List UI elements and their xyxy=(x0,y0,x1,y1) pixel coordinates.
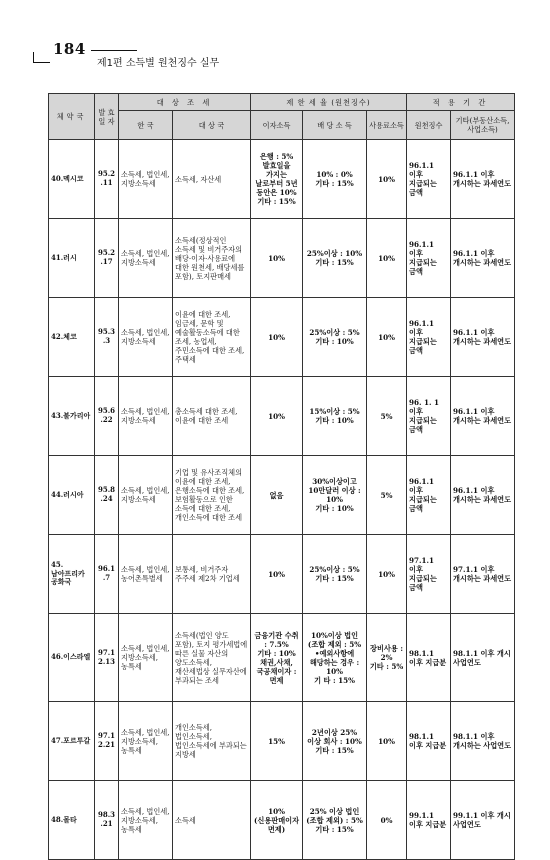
date: 95.2.17 xyxy=(95,219,119,298)
country: 42.체코 xyxy=(49,298,95,377)
cell-other: 98.1.1 이후 개시하는 사업연도 xyxy=(451,702,515,781)
date: 97.12.21 xyxy=(95,702,119,781)
date: 96.1.7 xyxy=(95,535,119,614)
country: 46.이스라엘 xyxy=(49,614,95,702)
header-taxes-group: 대 상 조 세 xyxy=(119,94,251,111)
table-row xyxy=(49,298,515,377)
cell-other: 96.1.1 이후 개시하는 과세연도 xyxy=(451,298,515,377)
country: 40.멕시코 xyxy=(49,140,95,219)
cell-dividend: 10% : 0% 기타 : 15% xyxy=(303,140,367,219)
cell-other: 98.1.1 이후 개시 사업연도 xyxy=(451,614,515,702)
cell-korea: 소득세, 법인세, 지방소득세 xyxy=(119,377,173,456)
header-effective-date: 발 효 일 자 xyxy=(95,94,119,140)
country: 43.불가리아 xyxy=(49,377,95,456)
cell-royalty: 10% xyxy=(367,298,407,377)
cell-interest: 10% xyxy=(251,377,303,456)
country: 48.몰타 xyxy=(49,781,95,860)
date: 95.2.11 xyxy=(95,140,119,219)
cell-dividend: 10%이상 법인 (조합 제외 : 5% •예외사항에 해당하는 경우 : 10% 기 타 : 15% xyxy=(303,614,367,702)
cell-partner: 소득세(법인 양도 포함), 토지 평가세법에 따른 실물 자산의 양도소득세, 재산세법상 실무자산에 부과되는 조세 xyxy=(173,614,251,702)
cell-interest: 15% xyxy=(251,702,303,781)
header-withholding: 원천징수 xyxy=(407,111,451,140)
cell-korea: 소득세, 법인세, 지방소득세, 농특세 xyxy=(119,614,173,702)
cell-royalty: 10% xyxy=(367,702,407,781)
country: 47.포르투갈 xyxy=(49,702,95,781)
cell-dividend: 30%이상이고 10만달러 이상 : 10% 기타 : 10% xyxy=(303,456,367,535)
header-limit-group: 제 한 세 율 (원천징수) xyxy=(251,94,407,111)
header-period-group: 적 용 기 간 xyxy=(407,94,515,111)
cell-interest: 10% xyxy=(251,219,303,298)
table-row xyxy=(49,535,515,614)
cell-partner: 소득세(정상적인 소득세 및 비거주자의 배당·이자·사용료에 대한 원천세, 배당세를 포함), 토지판매세 xyxy=(173,219,251,298)
cell-dividend: 25%이상 : 10% 기타 : 15% xyxy=(303,219,367,298)
cell-withholding: 96.1.1 이후 지급되는 금액 xyxy=(407,140,451,219)
page-title: 제1편 소득별 원천징수 실무 xyxy=(97,58,220,69)
cell-interest: 금융기관 수취 : 7.5% 기타 : 10% 채권,사채, 국공채이자 : 면제 xyxy=(251,614,303,702)
cell-withholding: 98.1.1 이후 지급분 xyxy=(407,614,451,702)
treaty-table xyxy=(48,93,515,860)
table-row xyxy=(49,377,515,456)
cell-withholding: 96. 1. 1 이후 지급되는 금액 xyxy=(407,377,451,456)
cell-korea: 소득세, 법인세, 지방소득세, 농특세 xyxy=(119,702,173,781)
table-row xyxy=(49,702,515,781)
cell-interest: 은행 : 5% 발효일을 가지는 날로부터 5년 동안은 10% 기타 : 15% xyxy=(251,140,303,219)
cell-partner: 총소득세 대한 조세, 이윤에 대한 조세 xyxy=(173,377,251,456)
cell-withholding: 97.1.1 이후 지급되는 금액 xyxy=(407,535,451,614)
table-row xyxy=(49,781,515,860)
cell-dividend: 15%이상 : 5% 기타 : 10% xyxy=(303,377,367,456)
header-partner: 대 상 국 xyxy=(173,111,251,140)
header-dividend: 배 당 소 득 xyxy=(303,111,367,140)
cell-other: 96.1.1 이후 개시하는 과세연도 xyxy=(451,219,515,298)
date: 95.8.24 xyxy=(95,456,119,535)
cell-korea: 소득세, 법인세, 농어촌특별세 xyxy=(119,535,173,614)
page-number: 184 xyxy=(53,40,86,58)
cell-other: 96.1.1 이후 개시하는 과세연도 xyxy=(451,377,515,456)
cell-korea: 소득세, 법인세, 지방소득세 xyxy=(119,298,173,377)
cell-dividend: 25%이상 : 5% 기타 : 10% xyxy=(303,298,367,377)
table-row xyxy=(49,614,515,702)
cell-other: 99.1.1 이후 개시 사업연도 xyxy=(451,781,515,860)
cell-withholding: 96.1.1 이후 지급되는 금액 xyxy=(407,298,451,377)
cell-korea: 소득세, 법인세, 지방소득세 xyxy=(119,219,173,298)
cell-royalty: 10% xyxy=(367,140,407,219)
cell-other: 97.1.1 이후 개시하는 과세연도 xyxy=(451,535,515,614)
cell-korea: 소득세, 법인세, 지방소득세 xyxy=(119,140,173,219)
table-row xyxy=(49,456,515,535)
cell-dividend: 2년이상 25% 이상 회사 : 10% 기타 : 15% xyxy=(303,702,367,781)
cell-partner: 개인소득세, 법인소득세, 법인소득세에 부과되는 지방세 xyxy=(173,702,251,781)
cell-korea: 소득세, 법인세, 지방소득세 xyxy=(119,456,173,535)
cell-partner: 기업 및 유사조직체의 이윤에 대한 조세, 은행소득에 대한 조세, 보험활동으로 인한 소득에 대한 조세, 개인소득에 대한 조세 xyxy=(173,456,251,535)
cell-royalty: 5% xyxy=(367,377,407,456)
cell-interest: 10% (신용판매이자 면제) xyxy=(251,781,303,860)
cell-partner: 소득세, 자산세 xyxy=(173,140,251,219)
cell-other: 96.1.1 이후 개시하는 과세연도 xyxy=(451,140,515,219)
cell-interest: 10% xyxy=(251,535,303,614)
header-interest: 이자소득 xyxy=(251,111,303,140)
table-row xyxy=(49,140,515,219)
header-korea: 한 국 xyxy=(119,111,173,140)
cell-partner: 보통세, 비거주자 주주세 제2차 기업세 xyxy=(173,535,251,614)
cell-interest: 없음 xyxy=(251,456,303,535)
cell-royalty: 장비사용 : 2% 기타 : 5% xyxy=(367,614,407,702)
date: 95.6.22 xyxy=(95,377,119,456)
header-other: 기타(부동산소득, 사업소득) xyxy=(451,111,515,140)
country: 45.남아프리카 공화국 xyxy=(49,535,95,614)
cell-other: 96.1.1 이후 개시하는 과세연도 xyxy=(451,456,515,535)
header-rule xyxy=(91,50,137,51)
cell-withholding: 96.1.1 이후 지급되는 금액 xyxy=(407,456,451,535)
cell-royalty: 0% xyxy=(367,781,407,860)
cell-partner: 소득세 xyxy=(173,781,251,860)
header-country: 체약국 xyxy=(49,94,95,140)
cell-royalty: 10% xyxy=(367,535,407,614)
date: 97.12.13 xyxy=(95,614,119,702)
header-bracket xyxy=(33,52,50,63)
country: 44.러시아 xyxy=(49,456,95,535)
table-row xyxy=(49,219,515,298)
table-body xyxy=(49,140,515,860)
header-royalty: 사용료소득 xyxy=(367,111,407,140)
country: 41.러시 xyxy=(49,219,95,298)
cell-withholding: 98.1.1 이후 지급분 xyxy=(407,702,451,781)
cell-withholding: 96.1.1 이후 지급되는 금액 xyxy=(407,219,451,298)
cell-dividend: 25% 이상 법인 (조합 제외) : 5% 기타 : 15% xyxy=(303,781,367,860)
page-header xyxy=(33,40,513,68)
cell-interest: 10% xyxy=(251,298,303,377)
cell-royalty: 5% xyxy=(367,456,407,535)
cell-partner: 이윤에 대한 조세, 임금세, 문학 및 예술활동소득에 대한 조세, 농업세, 주민소득에 대한 조세, 주택세 xyxy=(173,298,251,377)
cell-withholding: 99.1.1 이후 지급분 xyxy=(407,781,451,860)
cell-royalty: 10% xyxy=(367,219,407,298)
date: 98.3.21 xyxy=(95,781,119,860)
date: 95.3.3 xyxy=(95,298,119,377)
cell-korea: 소득세, 법인세, 지방소득세, 농특세 xyxy=(119,781,173,860)
cell-dividend: 25%이상 : 5% 기타 : 15% xyxy=(303,535,367,614)
